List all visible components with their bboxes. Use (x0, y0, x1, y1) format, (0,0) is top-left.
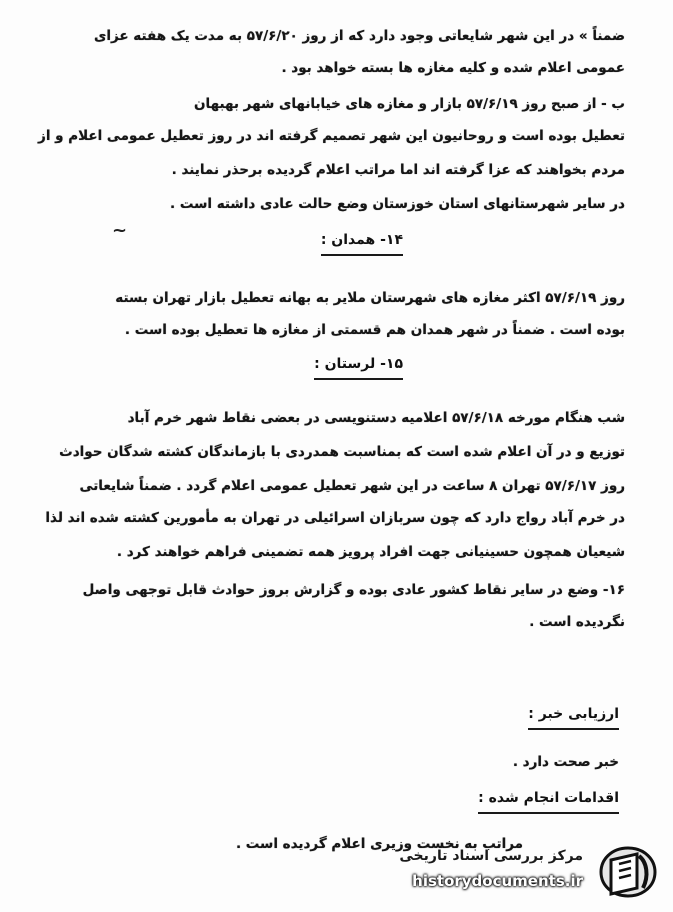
document-line: روز ۵۷/۶/۱۷ تهران ۸ ساعت در این شهر تعطیل عمومی اعلام گردد . ضمناً شایعاتی (79, 478, 625, 494)
actions-heading (478, 790, 619, 806)
document-line: در سایر شهرستانهای استان خوزستان وضع حالت عادی داشته است . (170, 196, 625, 212)
watermark-url: historydocuments.ir (412, 872, 583, 890)
pen-mark: ~ (112, 220, 128, 241)
evaluation-heading (528, 706, 619, 722)
document-line: ۱۶- وضع در سایر نقاط کشور عادی بوده و گزارش بروز حوادث قابل توجهی واصل (82, 582, 625, 598)
document-line: نگردیده است . (529, 614, 625, 630)
actions-heading-label: اقدامات انجام شده : (478, 790, 619, 806)
document-line: مردم بخواهند که عزا گرفته اند اما مراتب اعلام گردیده برحذر نمایند . (171, 162, 625, 178)
watermark (375, 842, 665, 902)
evaluation-text: خبر صحت دارد . (512, 754, 619, 770)
document-line: تعطیل بوده است و روحانیون این شهر تصمیم گرفته اند در روز تعطیل عمومی اعلام و از (38, 128, 625, 144)
history-documents-logo-icon (597, 844, 659, 900)
document-line: روز ۵۷/۶/۱۹ اکثر مغازه های شهرستان ملایر به بهانه تعطیل بازار تهران بسته (115, 290, 625, 306)
actions-text: مراتب به نخست وزیری اعلام گردیده است . (235, 836, 523, 852)
watermark-title: مرکز بررسی اسناد تاریخی (399, 848, 583, 864)
heading-underline (528, 728, 619, 730)
document-line: شب هنگام مورخه ۵۷/۶/۱۸ اعلامیه دستنویسی در بعضی نقاط شهر خرم آباد (127, 410, 625, 426)
section-heading-label: ۱۴- همدان : (320, 232, 403, 248)
document-line: شیعیان همچون حسینیانی جهت افراد پرویز همه تضمینی فراهم خواهند کرد . (116, 544, 625, 560)
section-heading-label: ۱۵- لرستان : (314, 356, 403, 372)
evaluation-heading-label: ارزیابی خبر : (528, 706, 619, 722)
heading-underline (314, 378, 403, 380)
document-line: بوده است . ضمناً در شهر همدان هم قسمتی از مغازه ها تعطیل بوده است . (124, 322, 625, 338)
document-line: در خرم آباد رواج دارد که چون سربازان اسرائیلی در تهران به مأمورین کشته شده اند لذا (45, 510, 625, 526)
heading-underline (478, 812, 619, 814)
document-line: توزیع و در آن اعلام شده است که بمناسبت همدردی با بازماندگان کشته شدگان حوادث (59, 444, 625, 460)
heading-underline (321, 254, 403, 256)
document-line: عمومی اعلام شده و کلیه مغازه ها بسته خواهد بود . (281, 60, 625, 76)
section-heading-hamedan (321, 232, 403, 248)
section-heading-lorestan (314, 356, 403, 372)
document-line: ضمناً » در این شهر شایعاتی وجود دارد که از روز ۵۷/۶/۲۰ به مدت یک هفته عزای (93, 28, 625, 44)
document-line: ب - از صبح روز ۵۷/۶/۱۹ بازار و مغازه های خیابانهای شهر بهبهان (193, 96, 625, 112)
